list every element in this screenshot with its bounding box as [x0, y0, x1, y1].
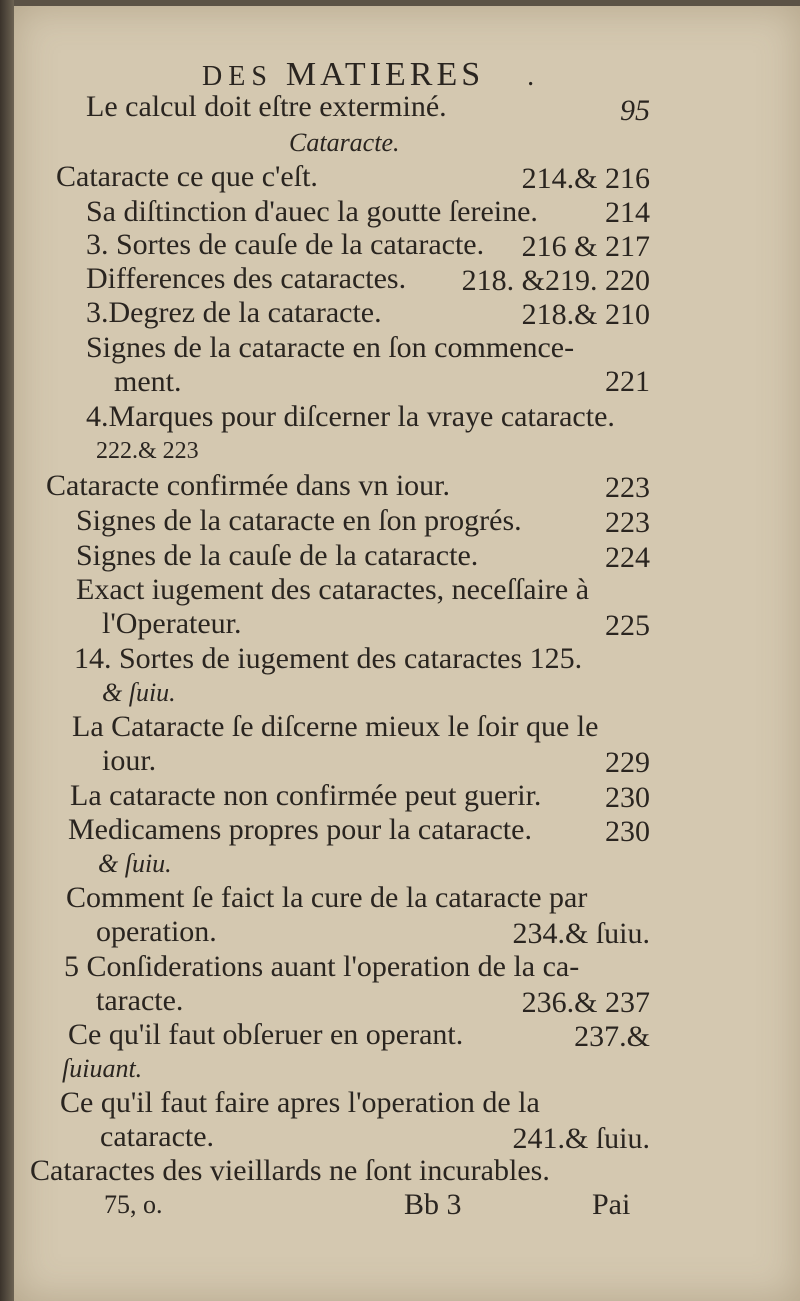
index-line: Signes de la cataracte en ſon progrés.: [76, 504, 522, 537]
index-line: Medicamens propres pour la cataracte.: [68, 813, 532, 846]
page-ref: 221: [605, 365, 650, 398]
page-ref: 214: [605, 196, 650, 229]
page-ref: 224: [605, 541, 650, 574]
page-ref: 229: [605, 746, 650, 779]
index-line-continued: taracte.: [96, 984, 184, 1017]
index-line: Comment ſe faict la cure de la cataracte par: [66, 881, 588, 914]
header-prefix: DES: [202, 61, 273, 92]
index-line: 14. Sortes de iugement des cataractes 125.: [74, 642, 583, 675]
header-mark: .: [527, 61, 541, 92]
page-ref: 218. &219. 220: [461, 264, 650, 297]
index-line: Cataractes des vieillards ne ſont incurables.: [30, 1154, 550, 1187]
index-line: La Cataracte ſe diſcerne mieux le ſoir que le: [72, 710, 599, 743]
page-ref: 223: [605, 506, 650, 539]
page-ref: 230: [605, 781, 650, 814]
index-line: Ce qu'il faut obſeruer en operant.: [68, 1018, 464, 1051]
index-line: 5 Conſiderations auant l'operation de la ca-: [64, 950, 580, 983]
page-ref: 95: [620, 94, 650, 127]
book-page: [14, 6, 800, 1301]
index-line: Sa diſtinction d'auec la goutte ſereine.: [86, 195, 538, 228]
page-ref: 237.&: [574, 1020, 650, 1053]
index-line-continued: l'Operateur.: [102, 607, 242, 640]
index-line: Ce qu'il faut faire apres l'operation de la: [60, 1086, 540, 1119]
book-binding: [0, 0, 14, 1301]
index-line: 3. Sortes de cauſe de la cataracte.: [86, 228, 485, 261]
page-ref: 241.& ſuiu.: [512, 1122, 650, 1155]
page-ref: 234.& ſuiu.: [512, 917, 650, 950]
catchword: Pai: [592, 1188, 631, 1221]
index-line-continued: cataracte.: [100, 1120, 215, 1153]
index-line-continued: iour.: [102, 744, 157, 777]
index-line-continued: 222.& 223: [96, 438, 199, 464]
index-line-continued: & ſuiu.: [102, 678, 176, 707]
index-line: 3.Degrez de la cataracte.: [86, 296, 382, 329]
header-title: MATIERES: [285, 56, 485, 93]
page-ref: 216 & 217: [521, 230, 650, 263]
index-line: Differences des cataractes.: [86, 262, 407, 295]
signature-mark: 75, o.: [104, 1190, 163, 1219]
page-ref: 218.& 210: [521, 298, 650, 331]
index-line: Signes de la cataracte en ſon commence-: [86, 331, 575, 364]
page-ref: 225: [605, 609, 650, 642]
index-line: Le calcul doit eſtre exterminé.: [86, 90, 447, 123]
index-line: Cataracte confirmée dans vn iour.: [46, 469, 451, 502]
index-line-continued: & ſuiu.: [98, 849, 172, 878]
index-line: Signes de la cauſe de la cataracte.: [76, 539, 479, 572]
page-ref: 236.& 237: [521, 986, 650, 1019]
page-ref: 223: [605, 471, 650, 504]
index-line: La cataracte non confirmée peut guerir.: [70, 779, 542, 812]
sheet-signature: Bb 3: [404, 1188, 462, 1221]
running-header: [202, 58, 540, 94]
index-line: Exact iugement des cataractes, neceſſaire à: [76, 573, 590, 606]
index-line-continued: ſuiuant.: [62, 1054, 143, 1083]
section-heading: Cataracte.: [289, 128, 400, 157]
page-ref: 214.& 216: [521, 162, 650, 195]
index-line-continued: operation.: [96, 915, 217, 948]
index-line-continued: ment.: [114, 365, 182, 398]
page-ref: 230: [605, 815, 650, 848]
index-line: 4.Marques pour diſcerner la vraye cataracte.: [86, 400, 615, 433]
index-line: Cataracte ce que c'eſt.: [56, 160, 318, 193]
